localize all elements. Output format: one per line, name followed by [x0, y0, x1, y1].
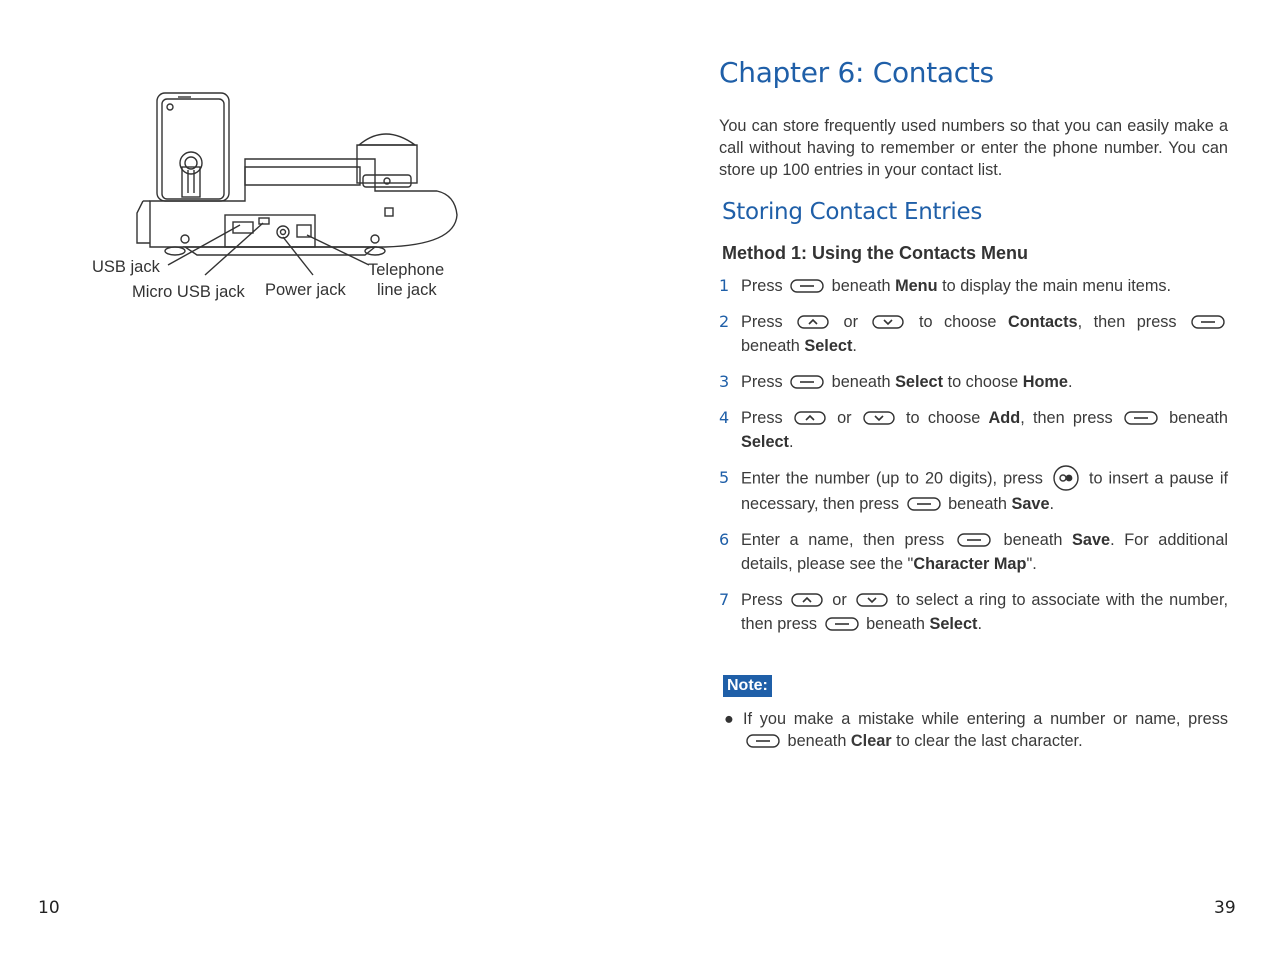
- step-keyword: Save: [1072, 531, 1111, 549]
- step-keyword: Save: [1011, 495, 1050, 513]
- usb-jack-label: USB jack: [92, 258, 160, 276]
- note-keyword: Clear: [850, 732, 892, 750]
- step-number: 6: [719, 530, 730, 549]
- bullet-icon: ●: [724, 710, 734, 728]
- note-list: [724, 708, 1228, 752]
- step-text: beneath: [827, 373, 896, 391]
- method-title: Method 1: Using the Contacts Menu: [722, 243, 1028, 263]
- step-text: .: [852, 337, 857, 355]
- step-text: to display the main menu items.: [937, 277, 1172, 295]
- step-text: to choose: [897, 409, 989, 427]
- step-text: Press: [741, 313, 783, 331]
- step-text: . For additional details, please see the ": [741, 531, 1229, 573]
- step-text: Press: [741, 591, 783, 609]
- note-text: beneath: [783, 732, 851, 750]
- step-number: 1: [719, 276, 730, 295]
- softkey-button-icon: [957, 533, 991, 547]
- chapter-intro: You can store frequently used numbers so that you can easily make a call without having to remember or enter the phone number. You can store up 100 entries in your contact list.: [719, 117, 1228, 179]
- step-text: beneath: [827, 277, 896, 295]
- step-text: to choose: [907, 313, 1008, 331]
- telephone-line-jack-label-line2: line jack: [377, 281, 437, 299]
- step-text: Press: [741, 373, 783, 391]
- step-text: or: [826, 591, 853, 609]
- step-keyword: Character Map: [913, 555, 1027, 573]
- softkey-button-icon: [1191, 315, 1225, 329]
- softkey-button-icon: [790, 375, 824, 389]
- step-text: beneath: [1160, 409, 1228, 427]
- step-text: beneath: [741, 337, 805, 355]
- note-text: to clear the last character.: [891, 732, 1083, 750]
- step-text: .: [788, 433, 794, 451]
- step-text: to select a ring to associate with the number, then press: [741, 591, 1228, 633]
- step-keyword: Select: [804, 337, 853, 355]
- step-number: 5: [719, 468, 730, 487]
- softkey-button-icon: [790, 279, 824, 293]
- softkey-button-icon: [1124, 411, 1158, 425]
- step-keyword: Menu: [895, 277, 938, 295]
- down-arrow-button-icon: [863, 411, 895, 425]
- softkey-button-icon: [746, 734, 780, 748]
- step-keyword: Select: [929, 615, 978, 633]
- step-keyword: Home: [1022, 373, 1068, 391]
- step-text: .: [977, 615, 982, 633]
- step-5: [719, 466, 1228, 516]
- micro-usb-jack-label: Micro USB jack: [132, 283, 245, 301]
- step-number: 3: [719, 372, 730, 391]
- step-text: beneath: [861, 615, 930, 633]
- steps-list: [719, 274, 1228, 636]
- pause-button-icon: [1052, 465, 1080, 491]
- step-keyword: Contacts: [1007, 313, 1078, 331]
- telephone-line-jack-label-line1: Telephone: [368, 261, 445, 279]
- step-keyword: Select: [741, 433, 789, 451]
- step-text: or: [828, 409, 860, 427]
- step-text: Press: [741, 277, 783, 295]
- note-text: If you make a mistake while entering a number or name, press: [743, 710, 1228, 728]
- note-item: [724, 708, 1228, 752]
- step-text: .: [1067, 373, 1073, 391]
- step-text: beneath: [993, 531, 1073, 549]
- down-arrow-button-icon: [856, 593, 888, 607]
- page-number-right: 39: [1214, 898, 1236, 918]
- step-6: [719, 528, 1228, 576]
- page-number-left: 10: [38, 898, 60, 918]
- step-text: ".: [1026, 555, 1037, 573]
- step-text: .: [1049, 495, 1055, 513]
- step-1: [719, 274, 1228, 298]
- step-2: [719, 310, 1228, 358]
- step-text: , then press: [1020, 409, 1121, 427]
- step-text: Enter a name, then press: [741, 531, 954, 549]
- step-keyword: Add: [988, 409, 1021, 427]
- step-keyword: Select: [895, 373, 944, 391]
- step-7: [719, 588, 1228, 636]
- step-3: [719, 370, 1228, 394]
- softkey-button-icon: [825, 617, 859, 631]
- softkey-button-icon: [907, 497, 941, 511]
- step-text: or: [832, 313, 870, 331]
- left-page: [0, 0, 635, 954]
- power-jack-label: Power jack: [265, 281, 346, 299]
- section-title: Storing Contact Entries: [722, 199, 983, 225]
- step-text: to choose: [943, 373, 1023, 391]
- step-text: , then press: [1077, 313, 1188, 331]
- step-text: to insert a pause if necessary, then press: [741, 469, 1228, 513]
- step-number: 2: [719, 312, 730, 331]
- note-label: Note:: [723, 675, 772, 697]
- step-number: 4: [719, 408, 730, 427]
- step-text: Press: [741, 409, 783, 427]
- step-4: [719, 406, 1228, 454]
- step-text: beneath: [943, 495, 1012, 513]
- up-arrow-button-icon: [797, 315, 829, 329]
- right-page: [636, 0, 1271, 954]
- up-arrow-button-icon: [791, 593, 823, 607]
- up-arrow-button-icon: [794, 411, 826, 425]
- step-text: Enter the number (up to 20 digits), press: [741, 469, 1049, 488]
- down-arrow-button-icon: [872, 315, 904, 329]
- chapter-title: Chapter 6: Contacts: [719, 56, 994, 89]
- step-number: 7: [719, 590, 730, 609]
